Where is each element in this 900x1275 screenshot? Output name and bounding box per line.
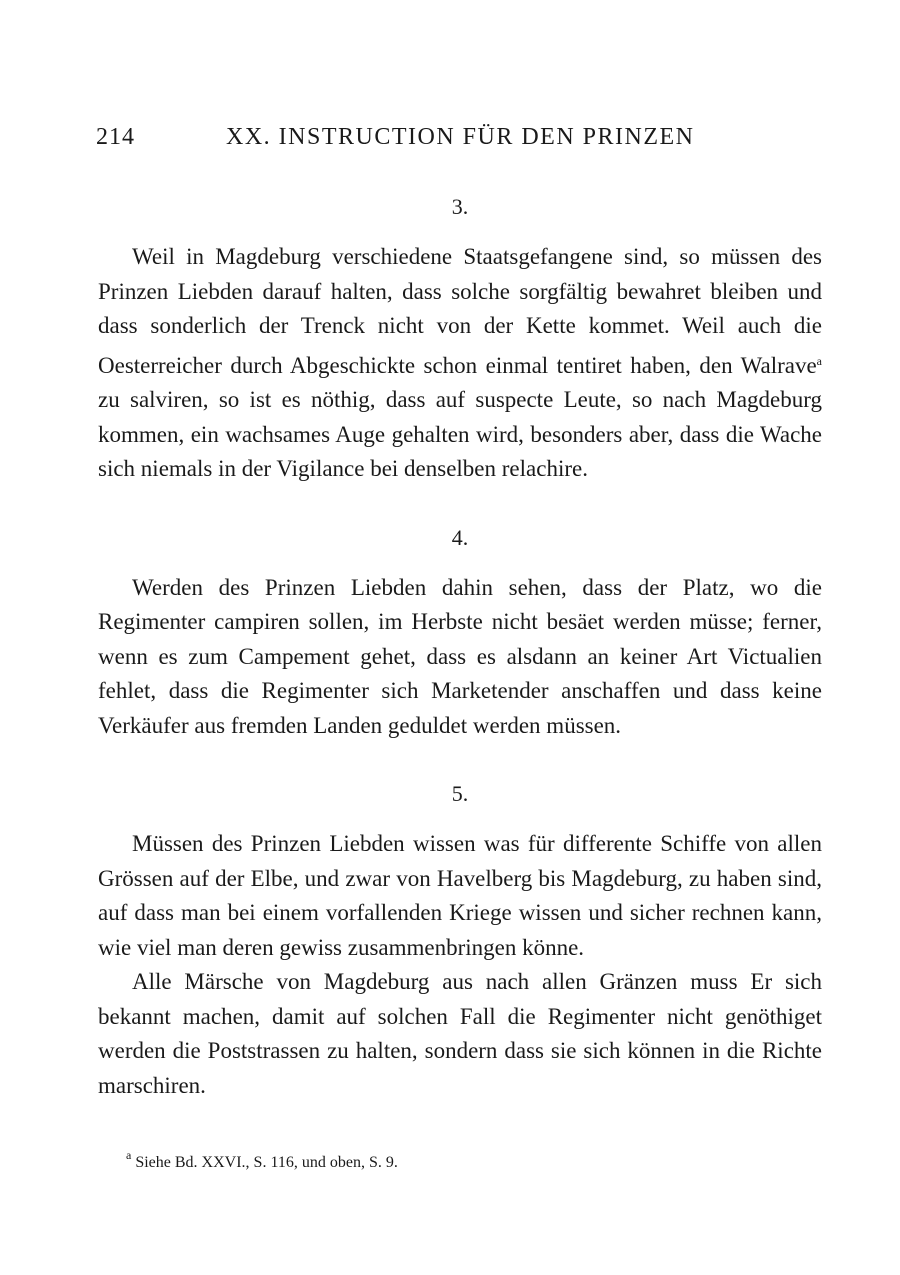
paragraph-text: Weil in Magdeburg verschiedene Staatsgefangene sind, so müssen des Prinzen Liebden darauf halten, dass solche sorgfältig bewahret bleiben und dass sonderlich der Trenck nicht von der Kette kommet. Weil auch die Oesterreicher durch Abgeschickte schon einmal tentiret haben, den Walrave [98,244,822,378]
page-header [96,124,706,164]
section-number: 5. [451,781,469,806]
page-number: 214 [96,124,135,150]
section-3 [98,190,822,487]
paragraph [98,240,822,487]
section-5 [98,777,822,1103]
section-number: 3. [451,194,469,219]
running-head: XX. INSTRUCTION FÜR DEN PRINZEN [226,124,695,150]
footnote-mark: a [126,1148,132,1162]
footnote [126,1148,398,1172]
paragraph: Müssen des Prinzen Liebden wissen was für differente Schiffe von allen Grössen auf der Elbe, und zwar von Havelberg bis Magdeburg, zu haben sind, auf dass man bei einem vorfallenden Kriege wissen und sicher rechnen kann, wie viel man deren gewiss zusammenbringen könne. [98,831,822,960]
paragraph-text: zu salviren, so ist es nöthig, dass auf suspecte Leute, so nach Magdeburg kommen, ein wachsames Auge gehalten wird, besonders aber, dass die Wache sich niemals in der Vigilance bei denselben relachire. [98,387,822,481]
footnote-reference[interactable]: a [816,353,822,368]
footnote-text: Siehe Bd. XXVI., S. 116, und oben, S. 9. [135,1154,398,1171]
section-4 [98,521,822,744]
paragraph: Werden des Prinzen Liebden dahin sehen, dass der Platz, wo die Regimenter campiren sollen, im Herbste nicht besäet werden müsse; ferner, wenn es zum Campement gehet, dass es alsdann an keiner Art Victualien fehlet, dass die Regimenter sich Marketender anschaffen und dass keine Verkäufer aus fremden Landen geduldet werden müssen. [98,574,822,738]
paragraph: Alle Märsche von Magdeburg aus nach allen Gränzen muss Er sich bekannt machen, damit auf solchen Fall die Regimenter nicht genöthiget werden die Poststrassen zu halten, sondern dass sie sich können in die Richte marschiren. [98,969,822,1098]
body-text [98,190,822,1137]
section-number: 4. [451,524,469,550]
